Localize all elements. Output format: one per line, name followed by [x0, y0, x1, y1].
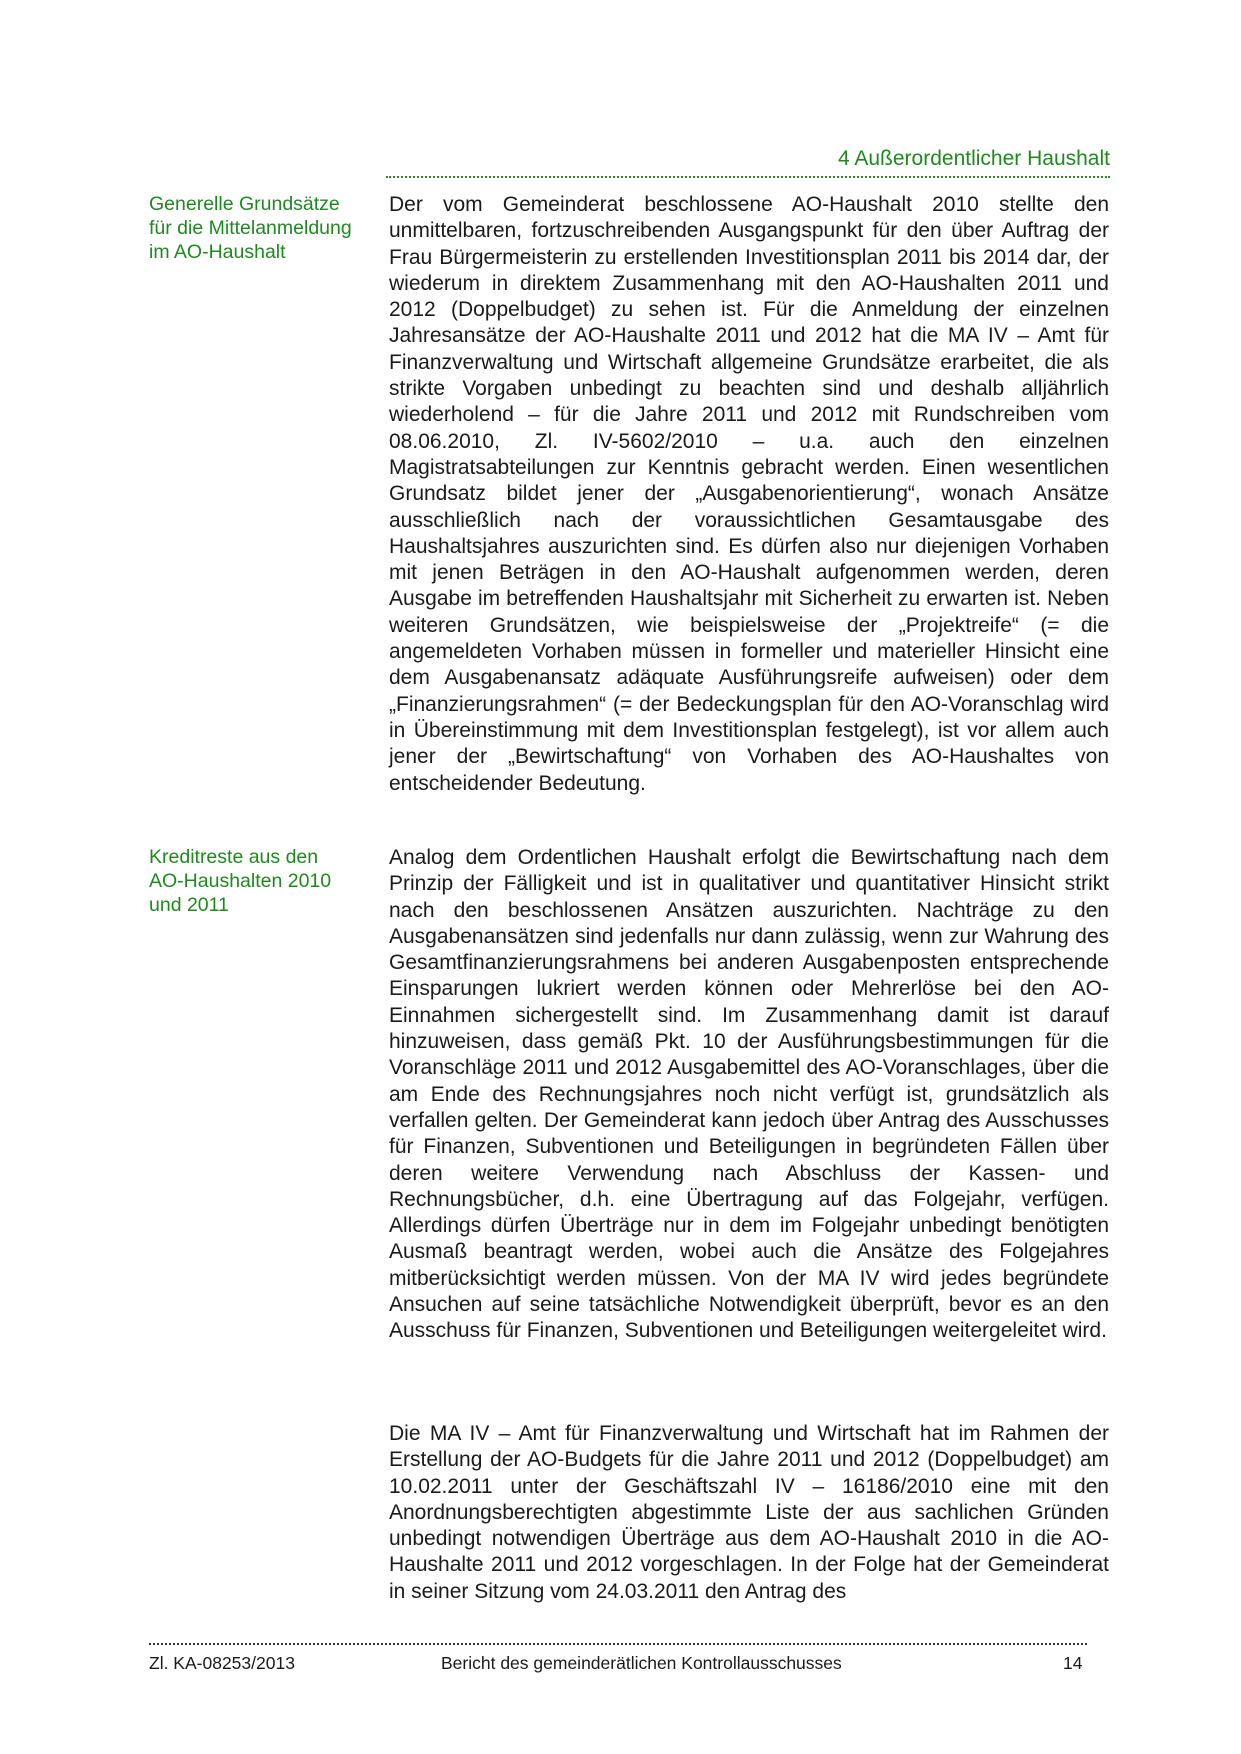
- margin-note-grundsaetze: [149, 192, 379, 264]
- body-paragraph-2: Analog dem Ordentlichen Haushalt erfolgt die Bewirtschaftung nach dem Prinzip der Fälligkeit und ist in qualitativer und quantitativer Hinsicht strikt nach den beschlossenen Ansätzen auszurichten. Nachträge zu den Ausgabenansätzen sind jedenfalls nur dann zulässig, wenn zur Wahrung des Gesamtfinanzierungsrahmens bei anderen Ausgabenposten entsprechende Einsparungen lukriert werden können oder Mehrerlöse bei den AO-Einnahmen sichergestellt sind. Im Zusammenhang damit ist darauf hinzuweisen, dass gemäß Pkt. 10 der Ausführungsbestimmungen für die Voranschläge 2011 und 2012 Ausgabemittel des AO-Voranschlages, über die am Ende des Rechnungsjahres noch nicht verfügt ist, grundsätzlich als verfallen gelten. Der Gemeinderat kann jedoch über Antrag des Ausschusses für Finanzen, Subventionen und Beteiligungen in begründeten Fällen über deren weitere Verwendung nach Abschluss der Kassen- und Rechnungsbücher, d.h. eine Übertragung auf das Folgejahr, verfügen. Allerdings dürfen Überträge nur in dem im Folgejahr unbedingt benötigten Ausmaß beantragt werden, wobei auch die Ansätze des Folgejahres mitberücksichtigt werden müssen. Von der MA IV wird jedes begründete Ansuchen auf seine tatsächliche Notwendigkeit überprüft, bevor es an den Ausschuss für Finanzen, Subventionen und Beteiligungen weitergeleitet wird.: [389, 846, 1109, 1343]
- page-number: 14: [1063, 1653, 1083, 1673]
- chapter-heading: 4 Außerordentlicher Haushalt: [838, 147, 1110, 170]
- margin-note-line: Generelle Grundsätze: [149, 193, 340, 215]
- margin-note-kreditreste: [149, 845, 379, 917]
- footer-title: Bericht des gemeinderätlichen Kontrollausschusses: [441, 1653, 842, 1673]
- margin-note-line: für die Mittelanmeldung: [149, 217, 352, 239]
- body-paragraph-1: Der vom Gemeinderat beschlossene AO-Haushalt 2010 stellte den unmittelbaren, fortzuschreibenden Ausgangspunkt für den über Auftrag der Frau Bürgermeisterin zu erstellenden Investitionsplan 2011 bis 2014 dar, der wiederum in direktem Zusammenhang mit den AO-Haushalten 2011 und 2012 (Doppelbudget) zu sehen ist. Für die Anmeldung der einzelnen Jahresansätze der AO-Haushalte 2011 und 2012 hat die MA IV – Amt für Finanzverwaltung und Wirtschaft allgemeine Grundsätze erarbeitet, die als strikte Vorgaben unbedingt zu beachten sind und deshalb alljährlich wiederholend – für die Jahre 2011 und 2012 mit Rundschreiben vom 08.06.2010, Zl. IV-5602/2010 – u.a. auch den einzelnen Magistratsabteilungen zur Kenntnis gebracht werden. Einen wesentlichen Grundsatz bildet jener der „Ausgabenorientierung“, wonach Ansätze ausschließlich nach der voraussichtlichen Gesamtausgabe des Haushaltsjahres auszurichten sind. Es dürfen also nur diejenigen Vorhaben mit jenen Beträgen in den AO-Haushalt aufgenommen werden, deren Ausgabe im betreffenden Haushaltsjahr mit Sicherheit zu erwarten ist. Neben weiteren Grundsätzen, wie beispielsweise der „Projektreife“ (= die angemeldeten Vorhaben müssen in formeller und materieller Hinsicht eine dem Ausgabenansatz adäquate Ausführungsreife aufweisen) oder dem „Finanzierungsrahmen“ (= der Bedeckungsplan für den AO-Voranschlag wird in Übereinstimmung mit dem Investitionsplan festgelegt), ist vor allem auch jener der „Bewirtschaftung“ von Vorhaben des AO-Haushaltes von entscheidender Bedeutung.: [389, 193, 1109, 795]
- footer-dotted-rule: [149, 1643, 1087, 1645]
- body-paragraph-3: Die MA IV – Amt für Finanzverwaltung und Wirtschaft hat im Rahmen der Erstellung der AO-Budgets für die Jahre 2011 und 2012 (Doppelbudget) am 10.02.2011 unter der Geschäftszahl IV – 16186/2010 eine mit den Anordnungsberechtigten abgestimmte Liste der aus sachlichen Gründen unbedingt notwendigen Überträge aus dem AO-Haushalt 2010 in die AO-Haushalte 2011 und 2012 vorgeschlagen. In der Folge hat der Gemeinderat in seiner Sitzung vom 24.03.2011 den Antrag des: [389, 1422, 1109, 1603]
- margin-note-line: AO-Haushalten 2010: [149, 870, 332, 892]
- footer-reference: Zl. KA-08253/2013: [149, 1653, 295, 1673]
- header-dotted-rule: [386, 176, 1110, 178]
- margin-note-line: und 2011: [149, 894, 229, 916]
- margin-note-line: Kreditreste aus den: [149, 846, 319, 868]
- margin-note-line: im AO-Haushalt: [149, 241, 286, 263]
